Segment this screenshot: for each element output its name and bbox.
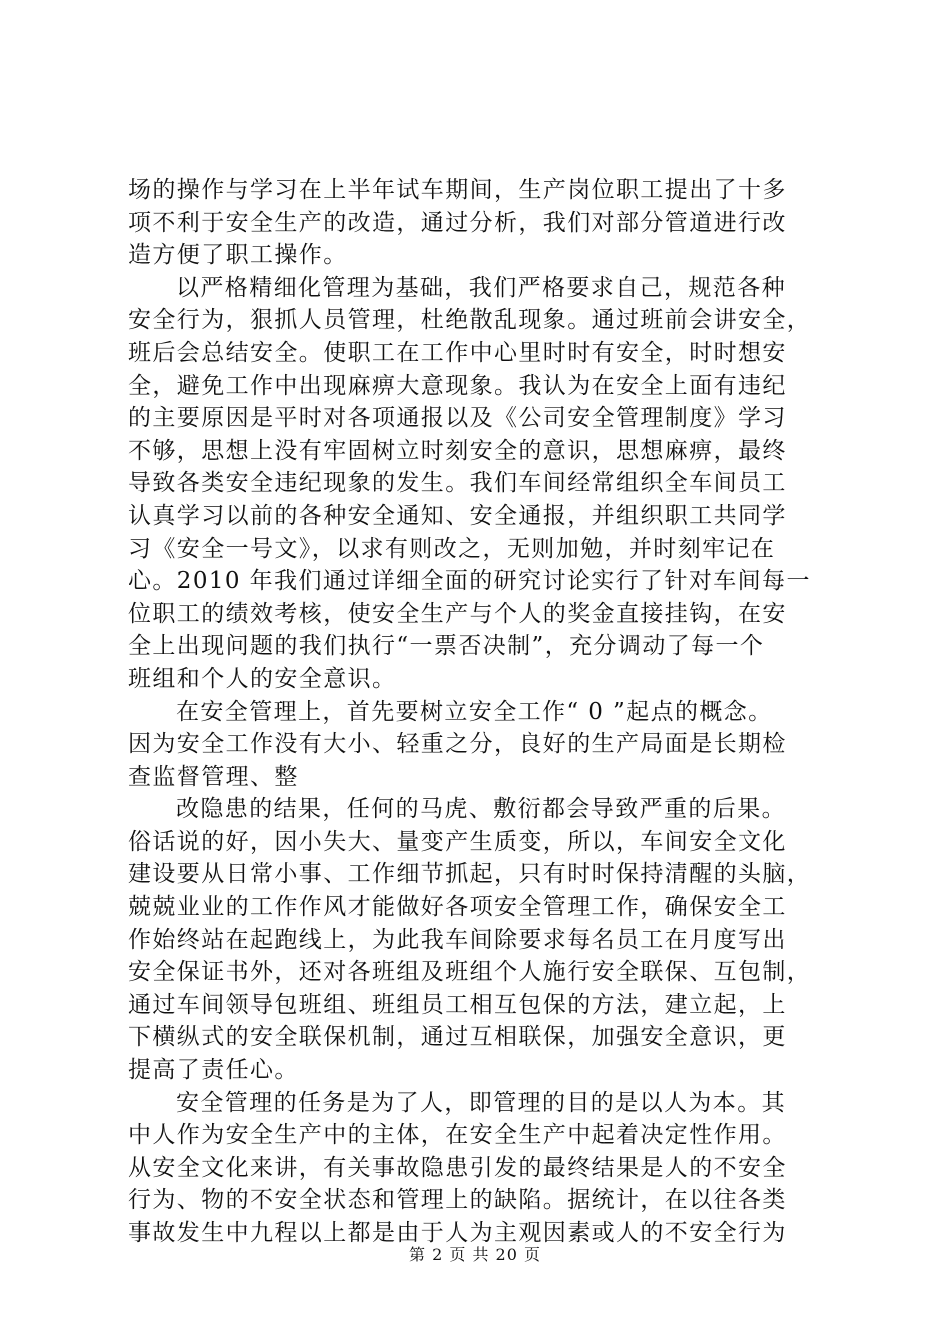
text-line: 习《安全一号文》，以求有则改之，无则加勉，并时刻牢记在 <box>128 535 776 562</box>
text-line: 班组和个人的安全意识。 <box>128 665 397 692</box>
text-line: 安全保证书外，还对各班组及班组个人施行安全联保、互包制， <box>128 959 812 986</box>
text-line: 在安全管理上，首先要树立安全工作“ 0 ”起点的概念。 <box>176 698 773 725</box>
text-line: 项不利于安全生产的改造，通过分析，我们对部分管道进行改 <box>128 209 787 236</box>
text-line: 心。2010 年我们通过详细全面的研究讨论实行了针对车间每一 <box>128 568 811 595</box>
body-text <box>128 174 848 1250</box>
text-line: 位职工的绩效考核，使安全生产与个人的奖金直接挂钩，在安 <box>128 600 787 627</box>
text-line: 建设要从日常小事、工作细节抓起，只有时时保持清醒的头脑， <box>128 861 812 888</box>
text-line: 全上出现问题的我们执行“一票否决制”，充分调动了每一个 <box>128 633 765 660</box>
text-line: 通过车间领导包班组、班组员工相互包保的方法，建立起，上 <box>128 991 787 1018</box>
text-line: 改隐患的结果，任何的马虎、敷衍都会导致严重的后果。 <box>176 796 786 823</box>
text-line: 导致各类安全违纪现象的发生。我们车间经常组织全车间员工 <box>128 470 787 497</box>
text-line: 兢兢业业的工作作风才能做好各项安全管理工作，确保安全工 <box>128 894 787 921</box>
text-line: 造方便了职工操作。 <box>128 242 348 269</box>
text-line: 俗话说的好，因小失大、量变产生质变，所以，车间安全文化 <box>128 828 787 855</box>
text-line: 提高了责任心。 <box>128 1057 299 1084</box>
text-line: 的主要原因是平时对各项通报以及《公司安全管理制度》学习 <box>128 405 787 432</box>
text-line: 安全管理的任务是为了人，即管理的目的是以人为本。其 <box>176 1089 786 1116</box>
text-line: 下横纵式的安全联保机制，通过互相联保，加强安全意识，更 <box>128 1024 787 1051</box>
text-line: 中人作为安全生产中的主体，在安全生产中起着决定性作用。 <box>128 1122 787 1149</box>
text-line: 事故发生中九程以上都是由于人为主观因素或人的不安全行为 <box>128 1220 787 1246</box>
text-line: 行为、物的不安全状态和管理上的缺陷。据统计，在以往各类 <box>128 1187 787 1214</box>
page-footer: 第 2 页 共 20 页 <box>409 1245 541 1264</box>
text-line: 认真学习以前的各种安全通知、安全通报，并组织职工共同学 <box>128 502 787 529</box>
text-line: 场的操作与学习在上半年试车期间，生产岗位职工提出了十多 <box>128 177 787 203</box>
text-line: 以严格精细化管理为基础，我们严格要求自己，规范各种 <box>176 274 786 301</box>
text-line: 作始终站在起跑线上，为此我车间除要求每名员工在月度写出 <box>128 926 787 953</box>
text-line: 因为安全工作没有大小、轻重之分，良好的生产局面是长期检 <box>128 731 787 758</box>
text-line: 查监督管理、整 <box>128 763 299 790</box>
text-line: 全，避免工作中出现麻痹大意现象。我认为在安全上面有违纪 <box>128 372 787 399</box>
text-line: 不够，思想上没有牢固树立时刻安全的意识，思想麻痹，最终 <box>128 437 787 464</box>
text-line: 班后会总结安全。使职工在工作中心里时时有安全，时时想安 <box>128 339 787 366</box>
text-line: 安全行为，狠抓人员管理，杜绝散乱现象。通过班前会讲安全， <box>128 307 812 334</box>
text-line: 从安全文化来讲，有关事故隐患引发的最终结果是人的不安全 <box>128 1154 787 1181</box>
